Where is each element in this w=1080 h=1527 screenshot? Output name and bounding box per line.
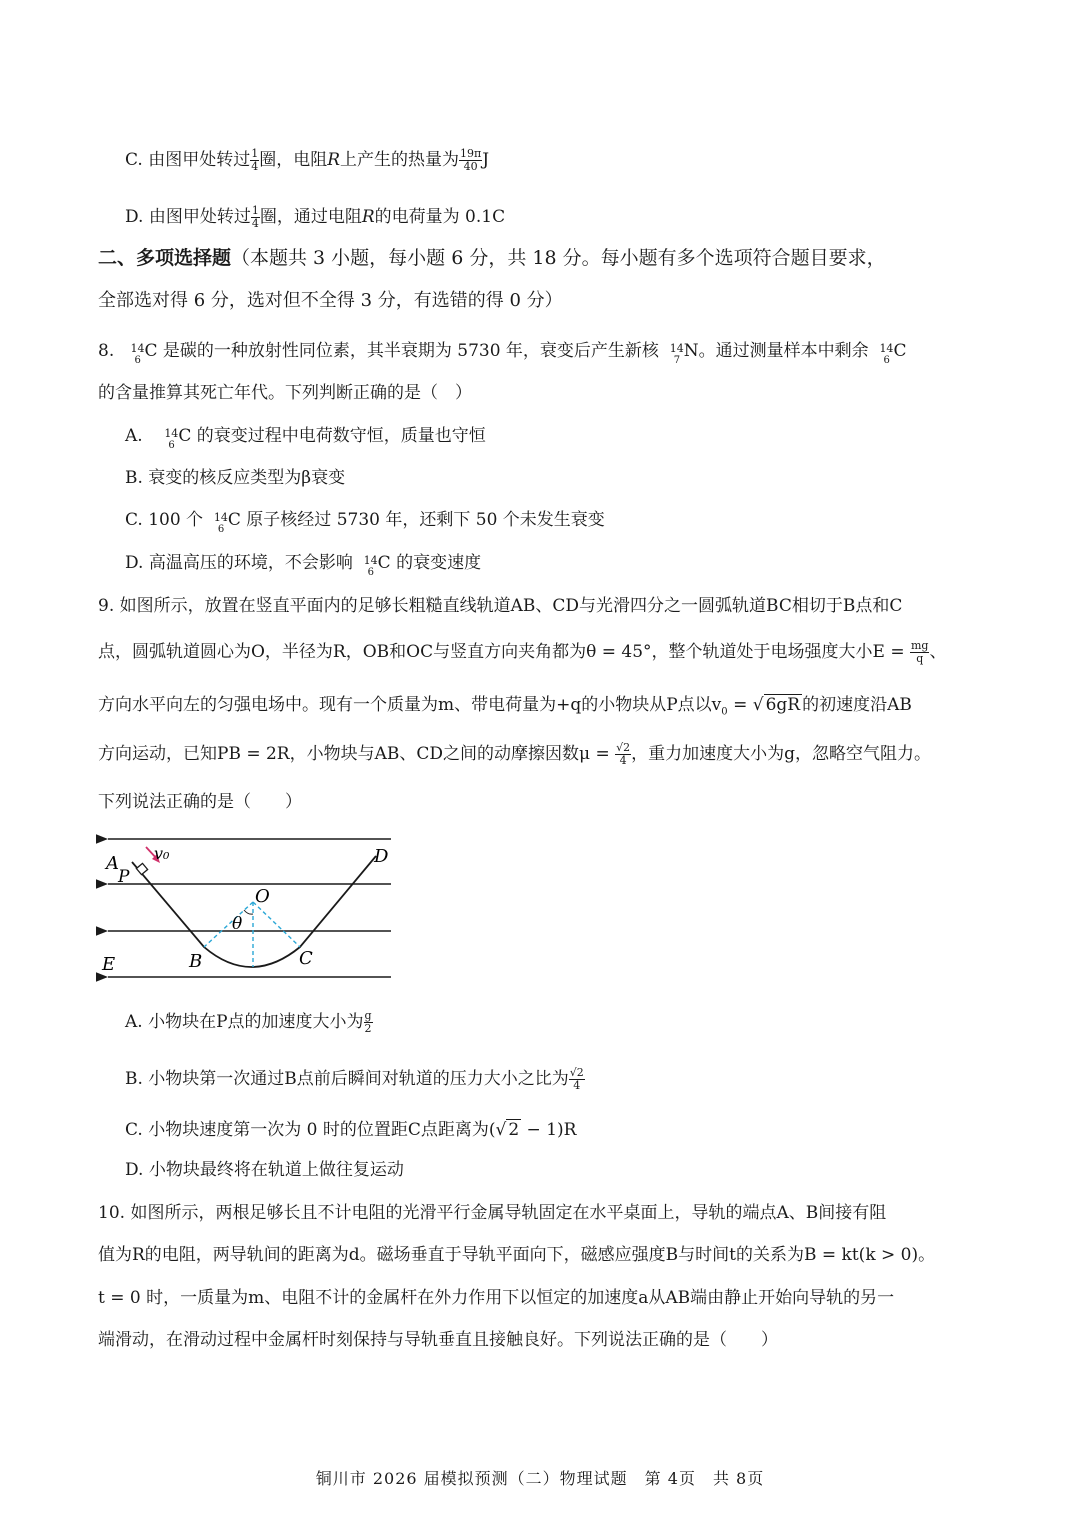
q9-stem-2: 点，圆弧轨道圆心为O，半径为R，OB和OC与竖直方向夹角都为θ = 45°，整个轨道处于电场强度大小E = $\frac{mg}{q}$ 、 <box>98 639 947 665</box>
block <box>136 863 147 874</box>
label-b: B <box>189 951 203 972</box>
isotope-n14: 14 7 <box>669 342 684 366</box>
label-c: C <box>299 948 313 969</box>
q10-stem-4: 端滑动，在滑动过程中金属杆时刻保持与导轨垂直且接触良好。下列说法正确的是（ ） <box>98 1330 778 1350</box>
q7-option-c: C. 由图甲处转过 $\frac{1}{4}$ 圈，电阻R上产生的热量为 $\frac{19\pi}{40}$ J <box>125 147 490 173</box>
page-footer: 铜川市 2026 届模拟预测（二）物理试题 第 4页 共 8页 <box>315 1469 765 1488</box>
q9-stem-4: 方向运动，已知PB = 2R，小物块与AB、CD之间的动摩擦因数μ = $\frac{√2}{4}$ ，重力加速度大小为g，忽略空气阻力。 <box>98 741 932 767</box>
label-e: E <box>102 954 116 975</box>
radius-ob <box>204 902 253 947</box>
q8-option-a: A. 14 6 C 的衰变过程中电荷数守恒，质量也守恒 <box>125 426 486 451</box>
q8-option-c: C. 100 个 14 6 C 原子核经过 5730 年，还剩下 50 个未发生衰变 <box>125 510 605 535</box>
q10-stem-2: 值为R的电阻，两导轨间的距离为d。磁场垂直于导轨平面向下，磁感应强度B与时间t的关系为B = kt(k > 0)。 <box>98 1245 936 1265</box>
q8-stem-2: 的含量推算其死亡年代。下列判断正确的是（ ） <box>98 383 472 403</box>
q10-stem-3: t = 0 时，一质量为m、电阻不计的金属杆在外力作用下以恒定的加速度a从AB端由静止开始向导轨的另一 <box>98 1288 895 1308</box>
q9-option-a: A. 小物块在P点的加速度大小为 $\frac{g}{2}$ <box>125 1009 372 1035</box>
label-d: D <box>374 846 389 867</box>
q8-option-b: B. 衰变的核反应类型为β衰变 <box>125 468 346 488</box>
label-a: A <box>106 853 119 874</box>
track-path <box>132 856 376 967</box>
label-theta: θ <box>232 914 243 934</box>
label-o: O <box>255 886 270 907</box>
q9-stem-5: 下列说法正确的是（ ） <box>98 792 302 812</box>
section-heading-desc: 全部选对得 6 分，选对但不全得 3 分，有选错的得 0 分） <box>98 290 563 311</box>
q8-option-d: D. 高温高压的环境，不会影响 14 6 C 的衰变速度 <box>125 553 482 578</box>
q9-stem-1: 9. 如图所示，放置在竖直平面内的足够长粗糙直线轨道AB、CD与光滑四分之一圆弧轨道BC相切于B点和C <box>98 596 903 616</box>
q7-option-d: D. 由图甲处转过 $\frac{1}{4}$ 圈，通过电阻R的电荷量为 0.1C <box>125 204 506 230</box>
q9-option-c: C. 小物块速度第一次为 0 时的位置距C点距离为(√ 2 − 1)R <box>125 1120 577 1140</box>
theta-arc <box>244 910 253 914</box>
q10-stem-1: 10. 如图所示，两根足够长且不计电阻的光滑平行金属导轨固定在水平桌面上，导轨的端点A、B间接有阻 <box>98 1203 887 1223</box>
q9-stem-3: 方向水平向左的匀强电场中。现有一个质量为m、带电荷量为+q的小物块从P点以$v_0$ = √ 6gR 的初速度沿AB <box>98 695 912 718</box>
isotope-c14: 14 6 <box>130 342 145 366</box>
label-p: P <box>118 867 130 887</box>
q9-option-d: D. 小物块最终将在轨道上做往复运动 <box>125 1160 404 1180</box>
label-v0: v₀ <box>154 844 170 863</box>
radius-oc <box>253 902 300 947</box>
q8-stem-1: 8. 14 6 C 是碳的一种放射性同位素，其半衰期为 5730 年，衰变后产生新核 14 7 N。通过测量样本中剩余 14 6 C <box>98 341 907 366</box>
section-heading: 二、多项选择题（本题共 3 小题，每小题 6 分，共 18 分。每小题有多个选项符合题目要求， <box>98 247 886 269</box>
q9-option-b: B. 小物块第一次通过B点前后瞬间对轨道的压力大小之比为 $\frac{√2}{4}$ <box>125 1066 584 1092</box>
track-figure <box>96 832 396 982</box>
